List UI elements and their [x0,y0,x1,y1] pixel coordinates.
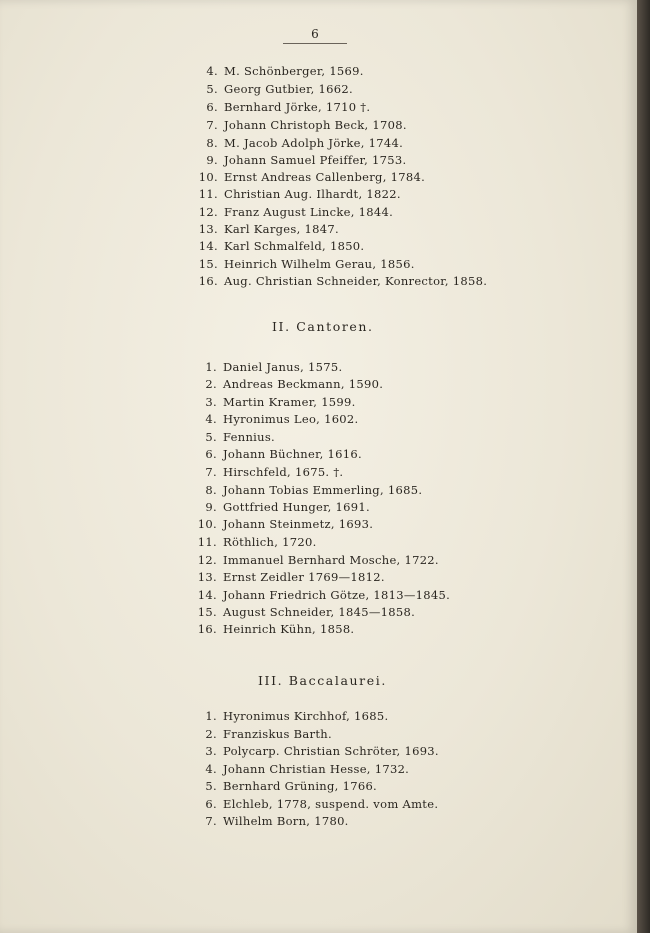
list-item: 9. Gottfried Hunger, 1691. [205,500,370,514]
list-item: 14. Karl Schmalfeld, 1850. [198,239,365,253]
page-number-rule [283,43,347,44]
list-item: 11. Röthlich, 1720. [197,535,317,549]
list-item: 9. Johann Samuel Pfeiffer, 1753. [206,153,407,167]
list-item: 15. Heinrich Wilhelm Gerau, 1856. [198,257,415,271]
list-item: 16. Aug. Christian Schneider, Konrector, 1858. [198,274,488,288]
list-item: 3. Martin Kramer, 1599. [205,395,356,409]
list-item: 10. Johann Steinmetz, 1693. [197,517,374,531]
list-item: 11. Christian Aug. Ilhardt, 1822. [198,187,401,201]
list-item: 4. Johann Christian Hesse, 1732. [205,762,410,776]
list-item: 13. Ernst Zeidler 1769—1812. [197,570,385,584]
list-item: 5. Georg Gutbier, 1662. [206,82,353,96]
list-item: 4. M. Schönberger, 1569. [206,64,364,78]
list-item: 7. Hirschfeld, 1675. †. [205,465,344,479]
list-item: 4. Hyronimus Leo, 1602. [205,412,359,426]
list-item: 10. Ernst Andreas Callenberg, 1784. [198,170,426,184]
page-number: 6 [311,27,319,41]
list-item: 8. M. Jacob Adolph Jörke, 1744. [206,136,404,150]
list-item: 16. Heinrich Kühn, 1858. [197,622,355,636]
list-item: 2. Franziskus Barth. [205,727,332,741]
list-item: 13. Karl Karges, 1847. [198,222,339,236]
list-item: 6. Elchleb, 1778, suspend. vom Amte. [205,797,439,811]
section-heading-baccalaurei: III. Baccalaurei. [258,673,387,688]
book-spine-edge [637,0,650,933]
list-item: 12. Immanuel Bernhard Mosche, 1722. [197,553,439,567]
list-item: 3. Polycarp. Christian Schröter, 1693. [205,744,439,758]
list-item: 14. Johann Friedrich Götze, 1813—1845. [197,588,451,602]
list-item: 7. Johann Christoph Beck, 1708. [206,118,407,132]
list-item: 5. Fennius. [205,430,276,444]
list-item: 12. Franz August Lincke, 1844. [198,205,394,219]
list-item: 1. Hyronimus Kirchhof, 1685. [205,709,389,723]
list-item: 5. Bernhard Grüning, 1766. [205,779,378,793]
list-item: 15. August Schneider, 1845—1858. [197,605,416,619]
list-item: 6. Johann Büchner, 1616. [205,447,362,461]
list-item: 2. Andreas Beckmann, 1590. [205,377,384,391]
list-item: 7. Wilhelm Born, 1780. [205,814,349,828]
section-heading-cantoren: II. Cantoren. [272,319,374,334]
list-item: 6. Bernhard Jörke, 1710 †. [206,100,371,114]
list-item: 1. Daniel Janus, 1575. [205,360,343,374]
list-item: 8. Johann Tobias Emmerling, 1685. [205,483,423,497]
